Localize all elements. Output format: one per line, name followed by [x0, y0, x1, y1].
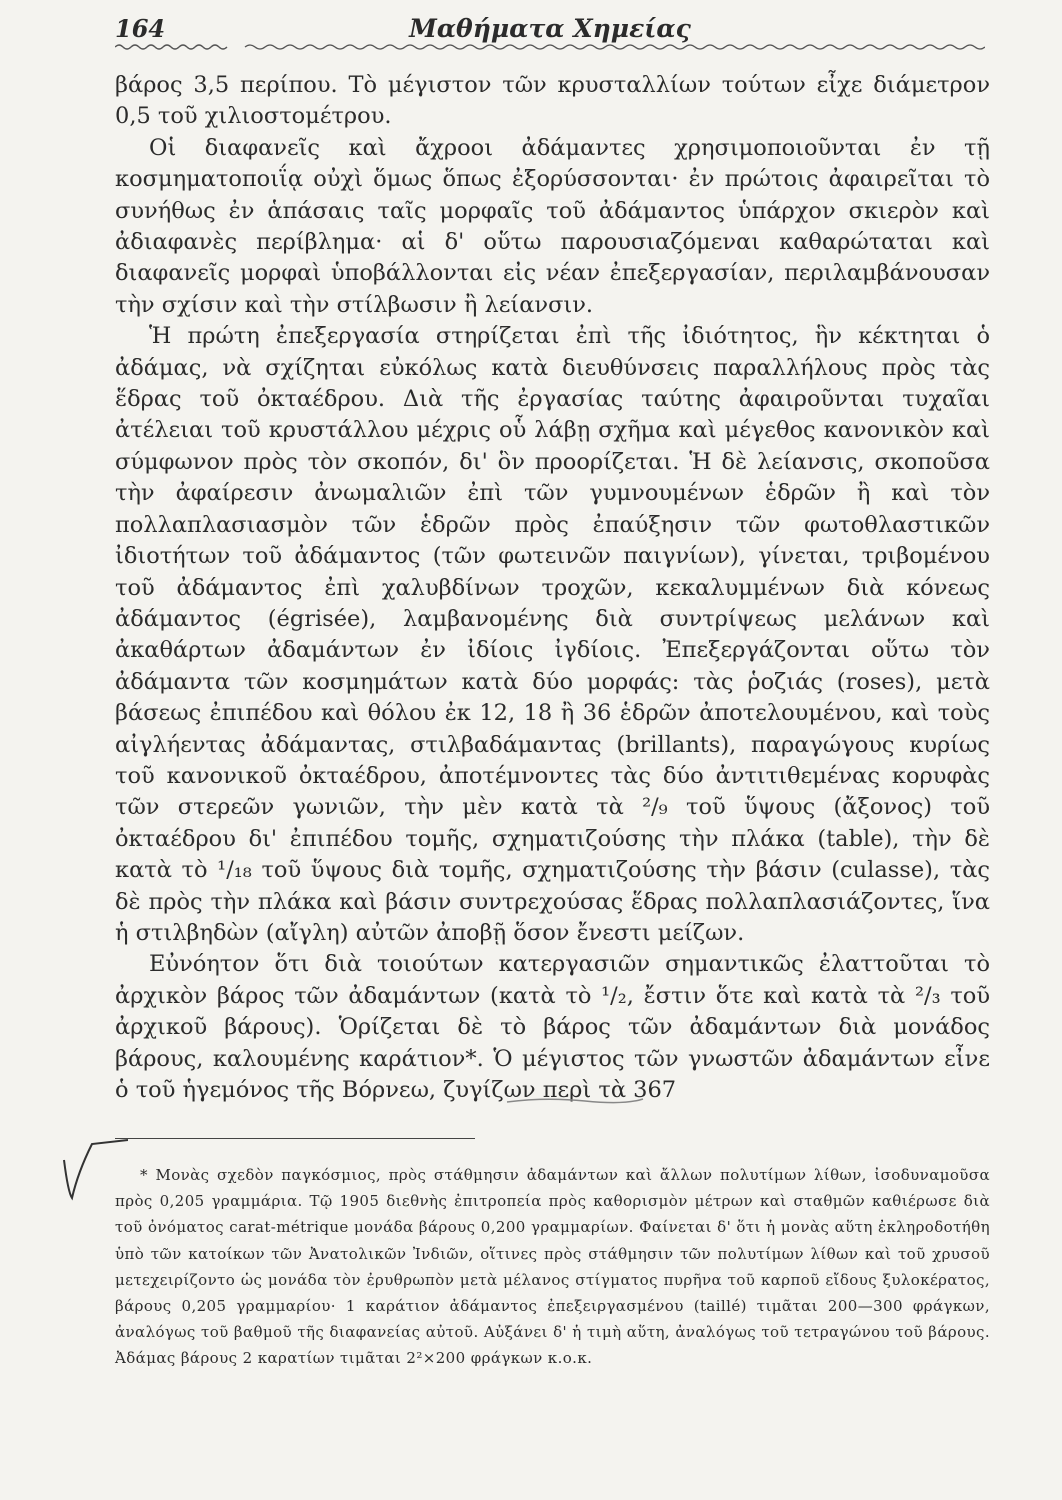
- running-title: Μαθήματα Χημείας: [409, 14, 691, 43]
- page-number: 164: [115, 14, 166, 43]
- paragraph-transparent-diamonds: Οἱ διαφανεῖς καὶ ἄχροοι ἀδάμαντες χρησιμοποιοῦνται ἐν τῇ κοσμηματοποιΐᾳ οὐχὶ ὅμως ὅπως ἐξορύσσονται· ἐν πρώτοις ἀφαιρεῖται τὸ συνήθως ἐν ἁπάσαις ταῖς μορφαῖς τοῦ ἀδάμαντος ὑπάρχον σκιερὸν καὶ ἀδιαφανὲς περίβλημα· αἱ δ' οὕτω παρουσιαζόμεναι καθαρώταται καὶ διαφανεῖς μορφαὶ ὑποβάλλονται εἰς νέαν ἐπεξεργασίαν, περιλαμβάνουσαν τὴν σχίσιν καὶ τὴν στίλβωσιν ἢ λείανσιν.: [115, 134, 990, 318]
- footnote: [115, 1162, 990, 1372]
- body-text: [115, 70, 990, 1106]
- paragraph-weight-carat: Εὐνόητον ὅτι διὰ τοιούτων κατεργασιῶν σημαντικῶς ἐλαττοῦται τὸ ἀρχικὸν βάρος τῶν ἀδαμάντων (κατὰ τὸ ¹/₂, ἔστιν ὅτε καὶ κατὰ τὰ ²/₃ τοῦ ἀρχικοῦ βάρους). Ὁρίζεται δὲ τὸ βάρος τῶν ἀδαμάντων διὰ μονάδος βάρους, καλουμένης καράτιον*. Ὁ μέγιστος τῶν γνωστῶν ἀδαμάντων εἶνε ὁ τοῦ ἡγεμόνος τῆς Βόρνεω, ζυγίζων περὶ τὰ 367: [115, 951, 990, 1103]
- paragraph-continuation: βάρος 3,5 περίπου. Τὸ μέγιστον τῶν κρυσταλλίων τούτων εἶχε διάμετρον 0,5 τοῦ χιλιοστομέτρου.: [115, 72, 990, 130]
- footnote-carat: * Μονὰς σχεδὸν παγκόσμιος, πρὸς στάθμησιν ἀδαμάντων καὶ ἄλλων πολυτίμων λίθων, ἰσοδυναμοῦσα πρὸς 0,205 γραμμάρια. Τῷ 1905 διεθνὴς ἐπιτροπεία πρὸς καθορισμὸν μέτρων καὶ σταθμῶν καθιέρωσε διὰ τοῦ ὀνόματος carat-métrique μονάδα βάρους 0,200 γραμμαρίων. Φαίνεται δ' ὅτι ἡ μονὰς αὕτη ἐκληροδοτήθη ὑπὸ τῶν κατοίκων τῶν Ἀνατολικῶν Ἰνδιῶν, οἵτινες πρὸς στάθμησιν τῶν πολυτίμων λίθων καὶ τοῦ χρυσοῦ μετεχειρίζοντο ὡς μονάδα τὸν ἐρυθρωπὸν μετὰ μέλανος στίγματος πυρῆνα τοῦ καρποῦ εἴδους ξυλοκέρατος, βάρους 0,205 γραμμαρίου· 1 καράτιον ἀδάμαντος ἐπεξειργασμένου (taillé) τιμᾶται 200—300 φράγκων, ἀναλόγως τοῦ βαθμοῦ τῆς διαφανείας αὐτοῦ. Αὐξάνει δ' ἡ τιμὴ αὕτη, ἀναλόγως τοῦ τετραγώνου τοῦ βάρους. Ἀδάμας βάρους 2 καρατίων τιμᾶται 2²×200 φράγκων κ.ο.κ.: [115, 1166, 990, 1368]
- wavy-header-rule: [115, 42, 985, 52]
- footnote-divider: [115, 1138, 475, 1139]
- paragraph-cleaving-polishing: Ἡ πρώτη ἐπεξεργασία στηρίζεται ἐπὶ τῆς ἰδιότητος, ἣν κέκτηται ὁ ἀδάμας, νὰ σχίζηται εὐκόλως κατὰ διευθύνσεις παραλλήλους πρὸς τὰς ἕδρας τοῦ ὀκταέδρου. Διὰ τῆς ἐργασίας ταύτης ἀφαιροῦνται τυχαῖαι ἀτέλειαι τοῦ κρυστάλλου μέχρις οὗ λάβῃ σχῆμα καὶ μέγεθος κανονικὸν καὶ σύμφωνον πρὸς τὸν σκοπόν, δι' ὃν προορίζεται. Ἡ δὲ λείανσις, σκοποῦσα τὴν ἀφαίρεσιν ἀνωμαλιῶν ἐπὶ τῶν γυμνουμένων ἑδρῶν ἢ καὶ τὸν πολλαπλασιασμὸν τῶν ἑδρῶν πρὸς ἐπαύξησιν τῶν φωτοθλαστικῶν ἰδιοτήτων τοῦ ἀδάμαντος (τῶν φωτεινῶν παιγνίων), γίνεται, τριβομένου τοῦ ἀδάμαντος ἐπὶ χαλυβδίνων τροχῶν, κεκαλυμμένων διὰ κόνεως ἀδάμαντος (égrisée), λαμβανομένης διὰ συντρίψεως μελάνων καὶ ἀκαθάρτων ἀδαμάντων ἐν ἰδίοις ἰγδίοις. Ἐπεξεργάζονται οὕτω τὸν ἀδάμαντα τῶν κοσμημάτων κατὰ δύο μορφάς: τὰς ῥοζιάς (roses), μετὰ βάσεως ἐπιπέδου καὶ θόλου ἐκ 12, 18 ἢ 36 ἑδρῶν ἀποτελουμένου, καὶ τοὺς αἰγλήεντας ἀδάμαντας, στιλβαδάμαντας (brillants), παραγώγους κυρίως τοῦ κανονικοῦ ὀκταέδρου, ἀποτέμνοντες τὰς δύο ἀντιτιθεμένας κορυφὰς τῶν στερεῶν γωνιῶν, τὴν μὲν κατὰ τὰ ²/₉ τοῦ ὕψους (ἄξονος) τοῦ ὀκταέδρου δι' ἐπιπέδου τομῆς, σχηματιζούσης τὴν πλάκα (table), τὴν δὲ κατὰ τὸ ¹/₁₈ τοῦ ὕψους διὰ τομῆς, σχηματιζούσης τὴν βάσιν (culasse), τὰς δὲ πρὸς τὴν πλάκα καὶ βάσιν συντρεχούσας ἕδρας πολλαπλασιάζοντες, ἵνα ἡ στιλβηδὼν (αἴγλη) αὐτῶν ἀποβῇ ὅσον ἔνεστι μείζων.: [115, 323, 990, 946]
- pencil-underline-mark: [505, 1095, 645, 1105]
